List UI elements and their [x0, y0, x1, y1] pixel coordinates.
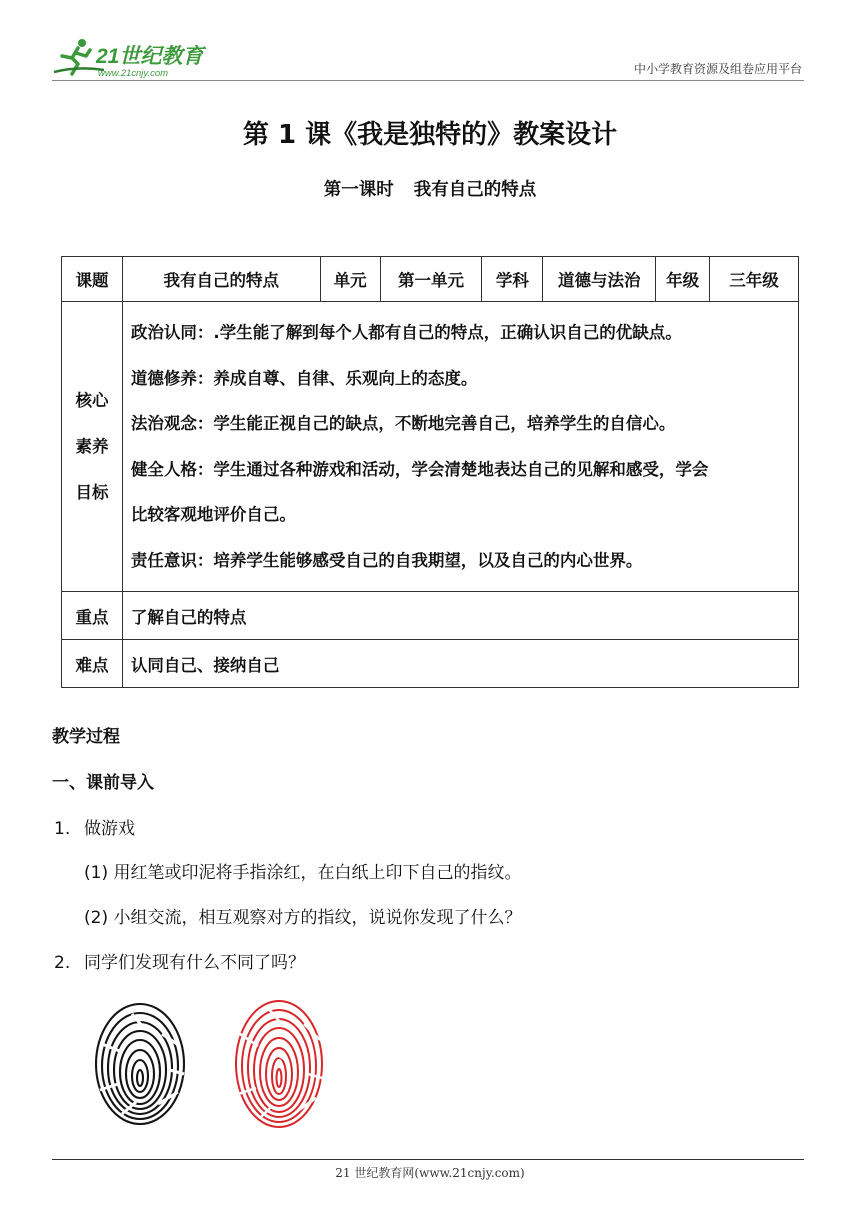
- grade-label: 年级: [656, 257, 710, 302]
- table-row-difficulty: [62, 640, 799, 688]
- footer-divider: [52, 1159, 804, 1160]
- key-value: 了解自己的特点: [122, 592, 798, 640]
- subtitle-topic: 我有自己的特点: [413, 180, 537, 200]
- table-row-goals: [62, 302, 799, 592]
- subtitle-lesson: 第一课时: [323, 180, 394, 200]
- topic-value: 我有自己的特点: [122, 257, 320, 302]
- header-platform-text: 中小学教育资源及组卷应用平台: [633, 62, 802, 76]
- page-subtitle: [0, 176, 860, 201]
- table-row-key-point: [62, 592, 799, 640]
- goals-content: [122, 302, 798, 592]
- black-fingerprint-image: [92, 994, 188, 1126]
- difficulty-label: 难点: [62, 640, 123, 688]
- subject-label: 学科: [482, 257, 543, 302]
- goal-moral: 道德修养：养成自尊、自律、乐观向上的态度。: [130, 368, 478, 388]
- site-logo: [48, 36, 218, 80]
- sub-item-1: (1) 用红笔或印泥将手指涂红，在白纸上印下自己的指纹。: [84, 863, 522, 883]
- page-title: 第 1 课《我是独特的》教案设计: [242, 120, 618, 150]
- logo-text: 21世纪教育: [96, 45, 204, 68]
- difficulty-value: 认同自己、接纳自己: [122, 640, 798, 688]
- sub-item-2: (2) 小组交流，相互观察对方的指纹，说说你发现了什么？: [84, 908, 522, 928]
- lesson-info-table: [61, 256, 799, 688]
- subject-value: 道德与法治: [543, 257, 656, 302]
- footer-text: 21 世纪教育网(www.21cnjy.com): [335, 1166, 525, 1180]
- table-row-basic-info: [62, 257, 799, 302]
- key-label: 重点: [62, 592, 123, 640]
- goal-political: 政治认同：.学生能了解到每个人都有自己的特点，正确认识自己的优缺点。: [130, 323, 682, 342]
- goals-label: 核心 素养 目标: [62, 302, 123, 592]
- goal-personality-cont: 比较客观地评价自己。: [130, 505, 296, 524]
- goal-responsibility: 责任意识：培养学生能够感受自己的自我期望，以及自己的内心世界。: [130, 550, 643, 570]
- list-item-question: 2. 同学们发现有什么不同了吗？: [54, 953, 305, 973]
- topic-label: 课题: [62, 257, 123, 302]
- goal-legal: 法治观念：学生能正视自己的缺点，不断地完善自己，培养学生的自信心。: [130, 414, 676, 433]
- goal-personality: 健全人格：学生通过各种游戏和活动，学会清楚地表达自己的见解和感受，学会: [130, 459, 709, 479]
- unit-value: 第一单元: [380, 257, 482, 302]
- header-divider: [52, 80, 804, 81]
- list-item-game: 1. 做游戏: [54, 819, 135, 839]
- logo-subtext: www.21cnjy.com: [98, 68, 169, 79]
- grade-value: 三年级: [710, 257, 799, 302]
- red-fingerprint-image: [232, 994, 326, 1130]
- section-intro-heading: 一、课前导入: [52, 773, 154, 793]
- unit-label: 单元: [320, 257, 380, 302]
- process-heading: 教学过程: [52, 727, 120, 747]
